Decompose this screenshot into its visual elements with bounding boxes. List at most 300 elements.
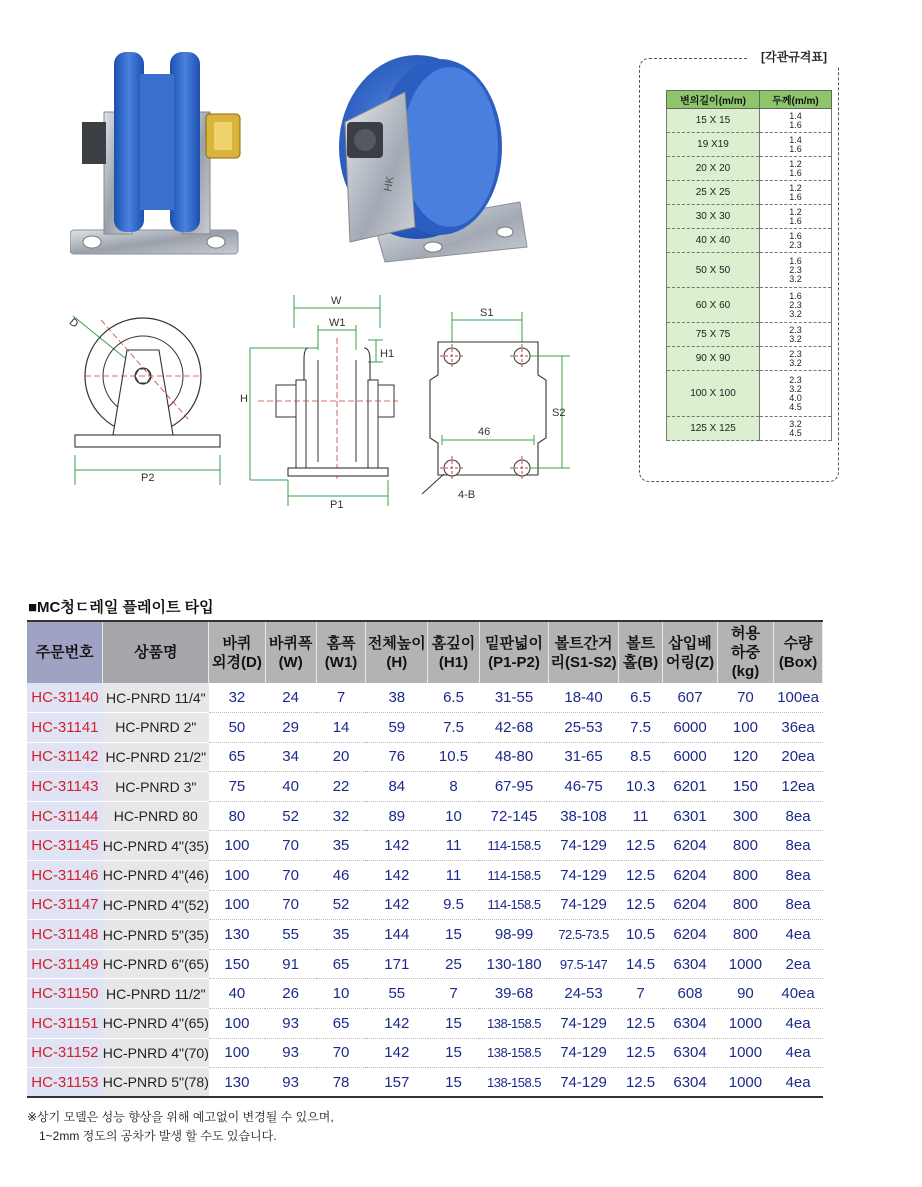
spec-thickness-value: 1.6 [789,255,802,266]
spec-thickness [760,323,832,347]
spec-table [666,90,832,441]
cell-w: 93 [265,1068,316,1098]
cell-d: 80 [209,801,265,831]
cell-w: 29 [265,713,316,743]
cell-name: HC-PNRD 6"(65) [103,949,209,979]
cell-d: 32 [209,683,265,713]
cell-z: 6204 [663,831,717,861]
cell-h1: 7.5 [428,713,479,743]
column-header-line: 어링(Z) [665,653,715,671]
column-header-line: (P1-P2) [488,653,540,671]
cell-w1: 78 [316,1068,366,1098]
cell-z: 608 [663,979,717,1009]
cell-p: 72-145 [479,801,549,831]
column-header-line: 밑판넓이 [485,634,543,652]
cell-qty: 8ea [774,890,823,920]
cell-b: 7.5 [618,713,663,743]
cell-qty: 4ea [774,1068,823,1098]
cell-qty: 8ea [774,831,823,861]
spec-thickness-value: 1.4 [789,134,802,145]
product-photo-front [70,52,245,264]
footnote [27,1108,334,1146]
table-row [27,772,823,802]
spec-row [667,157,832,181]
spec-thickness-value: 3.2 [789,383,802,394]
cell-z: 6204 [663,890,717,920]
cell-h1: 10 [428,801,479,831]
spec-header-side: 변의길이(m/m) [667,91,760,109]
cell-name: HC-PNRD 11/4" [103,683,209,713]
cell-qty: 36ea [774,713,823,743]
cell-p: 114-158.5 [479,831,549,861]
product-table [27,620,823,1098]
cell-s: 97.5-147 [549,949,618,979]
column-header-line: 바퀴폭 [268,634,313,652]
cell-name: HC-PNRD 4"(65) [103,1009,209,1039]
column-header-line: 리(S1-S2) [550,653,617,671]
column-header-line: 볼트간거 [554,634,613,652]
column-header [428,621,479,683]
cell-p: 67-95 [479,772,549,802]
cell-p: 42-68 [479,713,549,743]
cell-b: 12.5 [618,1038,663,1068]
cell-b: 8.5 [618,742,663,772]
cell-w1: 52 [316,890,366,920]
spec-thickness-value: 4.5 [789,401,802,412]
column-header-line: 하중(kg) [730,644,760,680]
cell-code: HC-31149 [27,949,103,979]
label-p1: P1 [330,499,344,510]
product-photo-angle [305,52,530,264]
spec-thickness-value: 2.3 [789,324,802,335]
spec-thickness-value: 1.2 [789,182,802,193]
cell-h: 84 [366,772,428,802]
table-row [27,920,823,950]
spec-row [667,181,832,205]
cell-w1: 14 [316,713,366,743]
column-header [316,621,366,683]
cell-d: 130 [209,1068,265,1098]
cell-w: 26 [265,979,316,1009]
cell-qty: 4ea [774,920,823,950]
cell-qty: 8ea [774,801,823,831]
cell-code: HC-31151 [27,1009,103,1039]
cell-z: 6304 [663,1038,717,1068]
column-header-line: (Box) [778,653,818,671]
cell-code: HC-31144 [27,801,103,831]
cell-load: 300 [717,801,773,831]
spec-thickness-value: 2.3 [789,239,802,250]
cell-w1: 65 [316,949,366,979]
spec-thickness-value: 1.6 [789,119,802,130]
column-header [366,621,428,683]
cell-w: 93 [265,1038,316,1068]
cell-d: 150 [209,949,265,979]
cell-s: 74-129 [549,1068,618,1098]
cell-h: 142 [366,1038,428,1068]
spec-thickness-value: 2.3 [789,299,802,310]
cell-z: 6304 [663,949,717,979]
spec-thickness-value: 3.2 [789,357,802,368]
cell-b: 14.5 [618,949,663,979]
column-header [479,621,549,683]
cell-w1: 70 [316,1038,366,1068]
label-w: W [331,295,342,307]
column-header-line: (H) [386,653,408,671]
table-row [27,861,823,891]
cell-load: 90 [717,979,773,1009]
cell-b: 12.5 [618,1068,663,1098]
cell-code: HC-31143 [27,772,103,802]
cell-s: 18-40 [549,683,618,713]
spec-row [667,253,832,288]
cell-s: 74-129 [549,1009,618,1039]
spec-table-title: [각관규격표] [748,47,840,67]
spec-thickness-value: 1.2 [789,158,802,169]
cell-qty: 12ea [774,772,823,802]
cell-b: 12.5 [618,861,663,891]
cell-s: 38-108 [549,801,618,831]
cell-h1: 15 [428,1009,479,1039]
cell-p: 114-158.5 [479,861,549,891]
spec-thickness-value: 1.2 [789,206,802,217]
cell-w1: 20 [316,742,366,772]
spec-row [667,371,832,417]
spec-thickness-value: 3.2 [789,418,802,429]
cell-h: 59 [366,713,428,743]
cell-h: 142 [366,861,428,891]
spec-thickness-value: 1.6 [789,143,802,154]
cell-h1: 9.5 [428,890,479,920]
cell-w: 70 [265,831,316,861]
column-header-line: (H1) [438,653,469,671]
cell-s: 24-53 [549,979,618,1009]
cell-d: 65 [209,742,265,772]
column-header-line: 홈깊이 [431,634,476,652]
cell-load: 1000 [717,949,773,979]
spec-thickness [760,181,832,205]
cell-w: 24 [265,683,316,713]
cell-code: HC-31150 [27,979,103,1009]
cell-p: 114-158.5 [479,890,549,920]
cell-code: HC-31146 [27,861,103,891]
cell-p: 138-158.5 [479,1009,549,1039]
spec-size: 20 X 20 [667,157,760,181]
cell-z: 6201 [663,772,717,802]
column-header [103,621,209,683]
cell-code: HC-31140 [27,683,103,713]
cell-name: HC-PNRD 4"(46) [103,861,209,891]
cell-b: 12.5 [618,890,663,920]
cell-load: 1000 [717,1068,773,1098]
cell-p: 98-99 [479,920,549,950]
column-header-line: (W1) [324,653,358,671]
cell-h1: 10.5 [428,742,479,772]
label-w1: W1 [329,317,346,329]
dim-line-d [73,316,125,358]
cell-d: 100 [209,890,265,920]
table-row [27,1038,823,1068]
column-header-line: 홀(B) [622,653,659,671]
column-header [549,621,618,683]
cell-load: 1000 [717,1038,773,1068]
spec-thickness [760,109,832,133]
spec-thickness-value: 1.6 [789,167,802,178]
cell-z: 6204 [663,920,717,950]
cell-s: 74-129 [549,1038,618,1068]
column-header-line: 삽입베 [668,634,712,652]
cell-qty: 100ea [774,683,823,713]
cell-h: 142 [366,831,428,861]
column-header-line: 전체높이 [367,634,426,652]
cell-p: 48-80 [479,742,549,772]
cell-b: 12.5 [618,831,663,861]
cell-s: 74-129 [549,890,618,920]
cell-s: 46-75 [549,772,618,802]
spec-thickness [760,205,832,229]
column-header-line: 홈폭 [326,634,356,652]
spec-row [667,229,832,253]
spec-thickness-value: 3.2 [789,273,802,284]
cell-h: 55 [366,979,428,1009]
cell-h: 89 [366,801,428,831]
table-row [27,1068,823,1098]
spec-thickness [760,371,832,417]
spec-size: 25 X 25 [667,181,760,205]
cell-name: HC-PNRD 4"(70) [103,1038,209,1068]
cell-d: 40 [209,979,265,1009]
label-h1: H1 [380,348,395,360]
footnote-line-2: 1~2mm 정도의 공차가 발생 할 수도 있습니다. [39,1129,277,1143]
column-header [618,621,663,683]
cell-p: 130-180 [479,949,549,979]
cell-h1: 11 [428,831,479,861]
drawing-base-plate [420,300,590,510]
cell-h1: 25 [428,949,479,979]
cell-d: 100 [209,861,265,891]
spec-thickness-value: 3.2 [789,333,802,344]
cell-h: 157 [366,1068,428,1098]
cell-d: 100 [209,1038,265,1068]
cell-h1: 15 [428,1038,479,1068]
cell-d: 100 [209,1009,265,1039]
cell-z: 6304 [663,1009,717,1039]
spec-thickness-value: 2.3 [789,348,802,359]
column-header-line: 외경(D) [212,653,262,671]
cell-p: 138-158.5 [479,1068,549,1098]
spec-size: 40 X 40 [667,229,760,253]
cell-b: 11 [618,801,663,831]
cell-name: HC-PNRD 80 [103,801,209,831]
spec-thickness-value: 3.2 [789,308,802,319]
spec-thickness [760,417,832,441]
cell-d: 50 [209,713,265,743]
cell-code: HC-31153 [27,1068,103,1098]
cell-qty: 2ea [774,949,823,979]
cell-name: HC-PNRD 5"(78) [103,1068,209,1098]
cell-name: HC-PNRD 21/2" [103,742,209,772]
column-header [717,621,773,683]
cell-p: 138-158.5 [479,1038,549,1068]
column-header [209,621,265,683]
cell-w: 93 [265,1009,316,1039]
cell-z: 6000 [663,742,717,772]
cell-h: 76 [366,742,428,772]
cell-load: 800 [717,920,773,950]
cell-w: 91 [265,949,316,979]
cell-w1: 46 [316,861,366,891]
cell-w: 70 [265,890,316,920]
cell-name: HC-PNRD 11/2" [103,979,209,1009]
cell-code: HC-31148 [27,920,103,950]
label-46: 46 [478,426,491,438]
cell-name: HC-PNRD 4"(35) [103,831,209,861]
cell-load: 800 [717,890,773,920]
spec-thickness [760,288,832,323]
cell-w: 52 [265,801,316,831]
spec-thickness-value: 1.6 [789,191,802,202]
spec-row [667,417,832,441]
cell-b: 7 [618,979,663,1009]
label-s1: S1 [480,307,494,319]
drawing-side-view [65,310,230,490]
cell-code: HC-31142 [27,742,103,772]
label-p2: P2 [141,472,155,484]
photo-mark: HK [382,175,397,193]
table-row [27,1009,823,1039]
column-header-line: 수량 [783,634,813,652]
spec-size: 100 X 100 [667,371,760,417]
spec-row [667,109,832,133]
column-header-line: (W) [278,653,303,671]
spec-thickness-value: 4.0 [789,392,802,403]
label-d: D [66,316,81,331]
cell-z: 6204 [663,861,717,891]
spec-size: 75 X 75 [667,323,760,347]
cell-load: 100 [717,713,773,743]
table-row [27,949,823,979]
cell-s: 31-65 [549,742,618,772]
cell-b: 10.5 [618,920,663,950]
cell-name: HC-PNRD 5"(35) [103,920,209,950]
cell-z: 6301 [663,801,717,831]
table-row [27,831,823,861]
spec-size: 60 X 60 [667,288,760,323]
cell-w1: 35 [316,920,366,950]
cell-z: 607 [663,683,717,713]
spec-thickness [760,347,832,371]
table-row [27,742,823,772]
cell-code: HC-31152 [27,1038,103,1068]
cell-w1: 65 [316,1009,366,1039]
cell-b: 12.5 [618,1009,663,1039]
cell-load: 120 [717,742,773,772]
column-header-line: 허용 [730,625,760,642]
section-title: ■MC청ㄷ레일 플레이트 타입 [28,599,214,616]
cell-w1: 35 [316,831,366,861]
label-s2: S2 [552,407,566,419]
column-header [265,621,316,683]
cell-d: 100 [209,831,265,861]
column-header-line: 볼트 [626,634,656,652]
spec-row [667,205,832,229]
table-row [27,683,823,713]
column-header [774,621,823,683]
spec-header-thickness: 두께(m/m) [760,91,832,109]
column-header [27,621,103,683]
spec-size: 15 X 15 [667,109,760,133]
cell-h: 144 [366,920,428,950]
label-h: H [240,393,248,405]
cell-h1: 7 [428,979,479,1009]
cell-name: HC-PNRD 3" [103,772,209,802]
spec-size: 90 X 90 [667,347,760,371]
cell-h1: 15 [428,1068,479,1098]
cell-w: 34 [265,742,316,772]
spec-thickness [760,157,832,181]
cell-d: 130 [209,920,265,950]
cell-load: 70 [717,683,773,713]
cell-z: 6000 [663,713,717,743]
cell-w: 70 [265,861,316,891]
spec-size: 50 X 50 [667,253,760,288]
cell-z: 6304 [663,1068,717,1098]
table-row [27,979,823,1009]
cell-h1: 15 [428,920,479,950]
spec-thickness-value: 1.6 [789,290,802,301]
cell-h1: 11 [428,861,479,891]
cell-qty: 4ea [774,1009,823,1039]
table-row [27,801,823,831]
spec-row [667,133,832,157]
cell-w: 40 [265,772,316,802]
cell-name: HC-PNRD 4"(52) [103,890,209,920]
spec-thickness-value: 2.3 [789,264,802,275]
spec-thickness [760,253,832,288]
cell-s: 74-129 [549,831,618,861]
cell-load: 800 [717,861,773,891]
cell-s: 25-53 [549,713,618,743]
cell-h: 142 [366,1009,428,1039]
label-4b: 4-B [458,489,476,501]
spec-row [667,288,832,323]
cell-load: 800 [717,831,773,861]
column-header-line: 바퀴 [222,634,252,652]
cell-w1: 22 [316,772,366,802]
spec-thickness-value: 2.3 [789,374,802,385]
cell-p: 39-68 [479,979,549,1009]
cell-w: 55 [265,920,316,950]
column-header [663,621,717,683]
spec-thickness-value: 1.4 [789,110,802,121]
cell-w1: 32 [316,801,366,831]
cell-qty: 4ea [774,1038,823,1068]
cell-load: 1000 [717,1009,773,1039]
cell-qty: 40ea [774,979,823,1009]
spec-size: 30 X 30 [667,205,760,229]
cell-load: 150 [717,772,773,802]
cell-s: 72.5-73.5 [549,920,618,950]
cell-w1: 7 [316,683,366,713]
spec-size: 125 X 125 [667,417,760,441]
spec-row [667,347,832,371]
cell-qty: 20ea [774,742,823,772]
table-row [27,713,823,743]
cell-w1: 10 [316,979,366,1009]
cell-name: HC-PNRD 2" [103,713,209,743]
cell-qty: 8ea [774,861,823,891]
spec-thickness-value: 4.5 [789,427,802,438]
